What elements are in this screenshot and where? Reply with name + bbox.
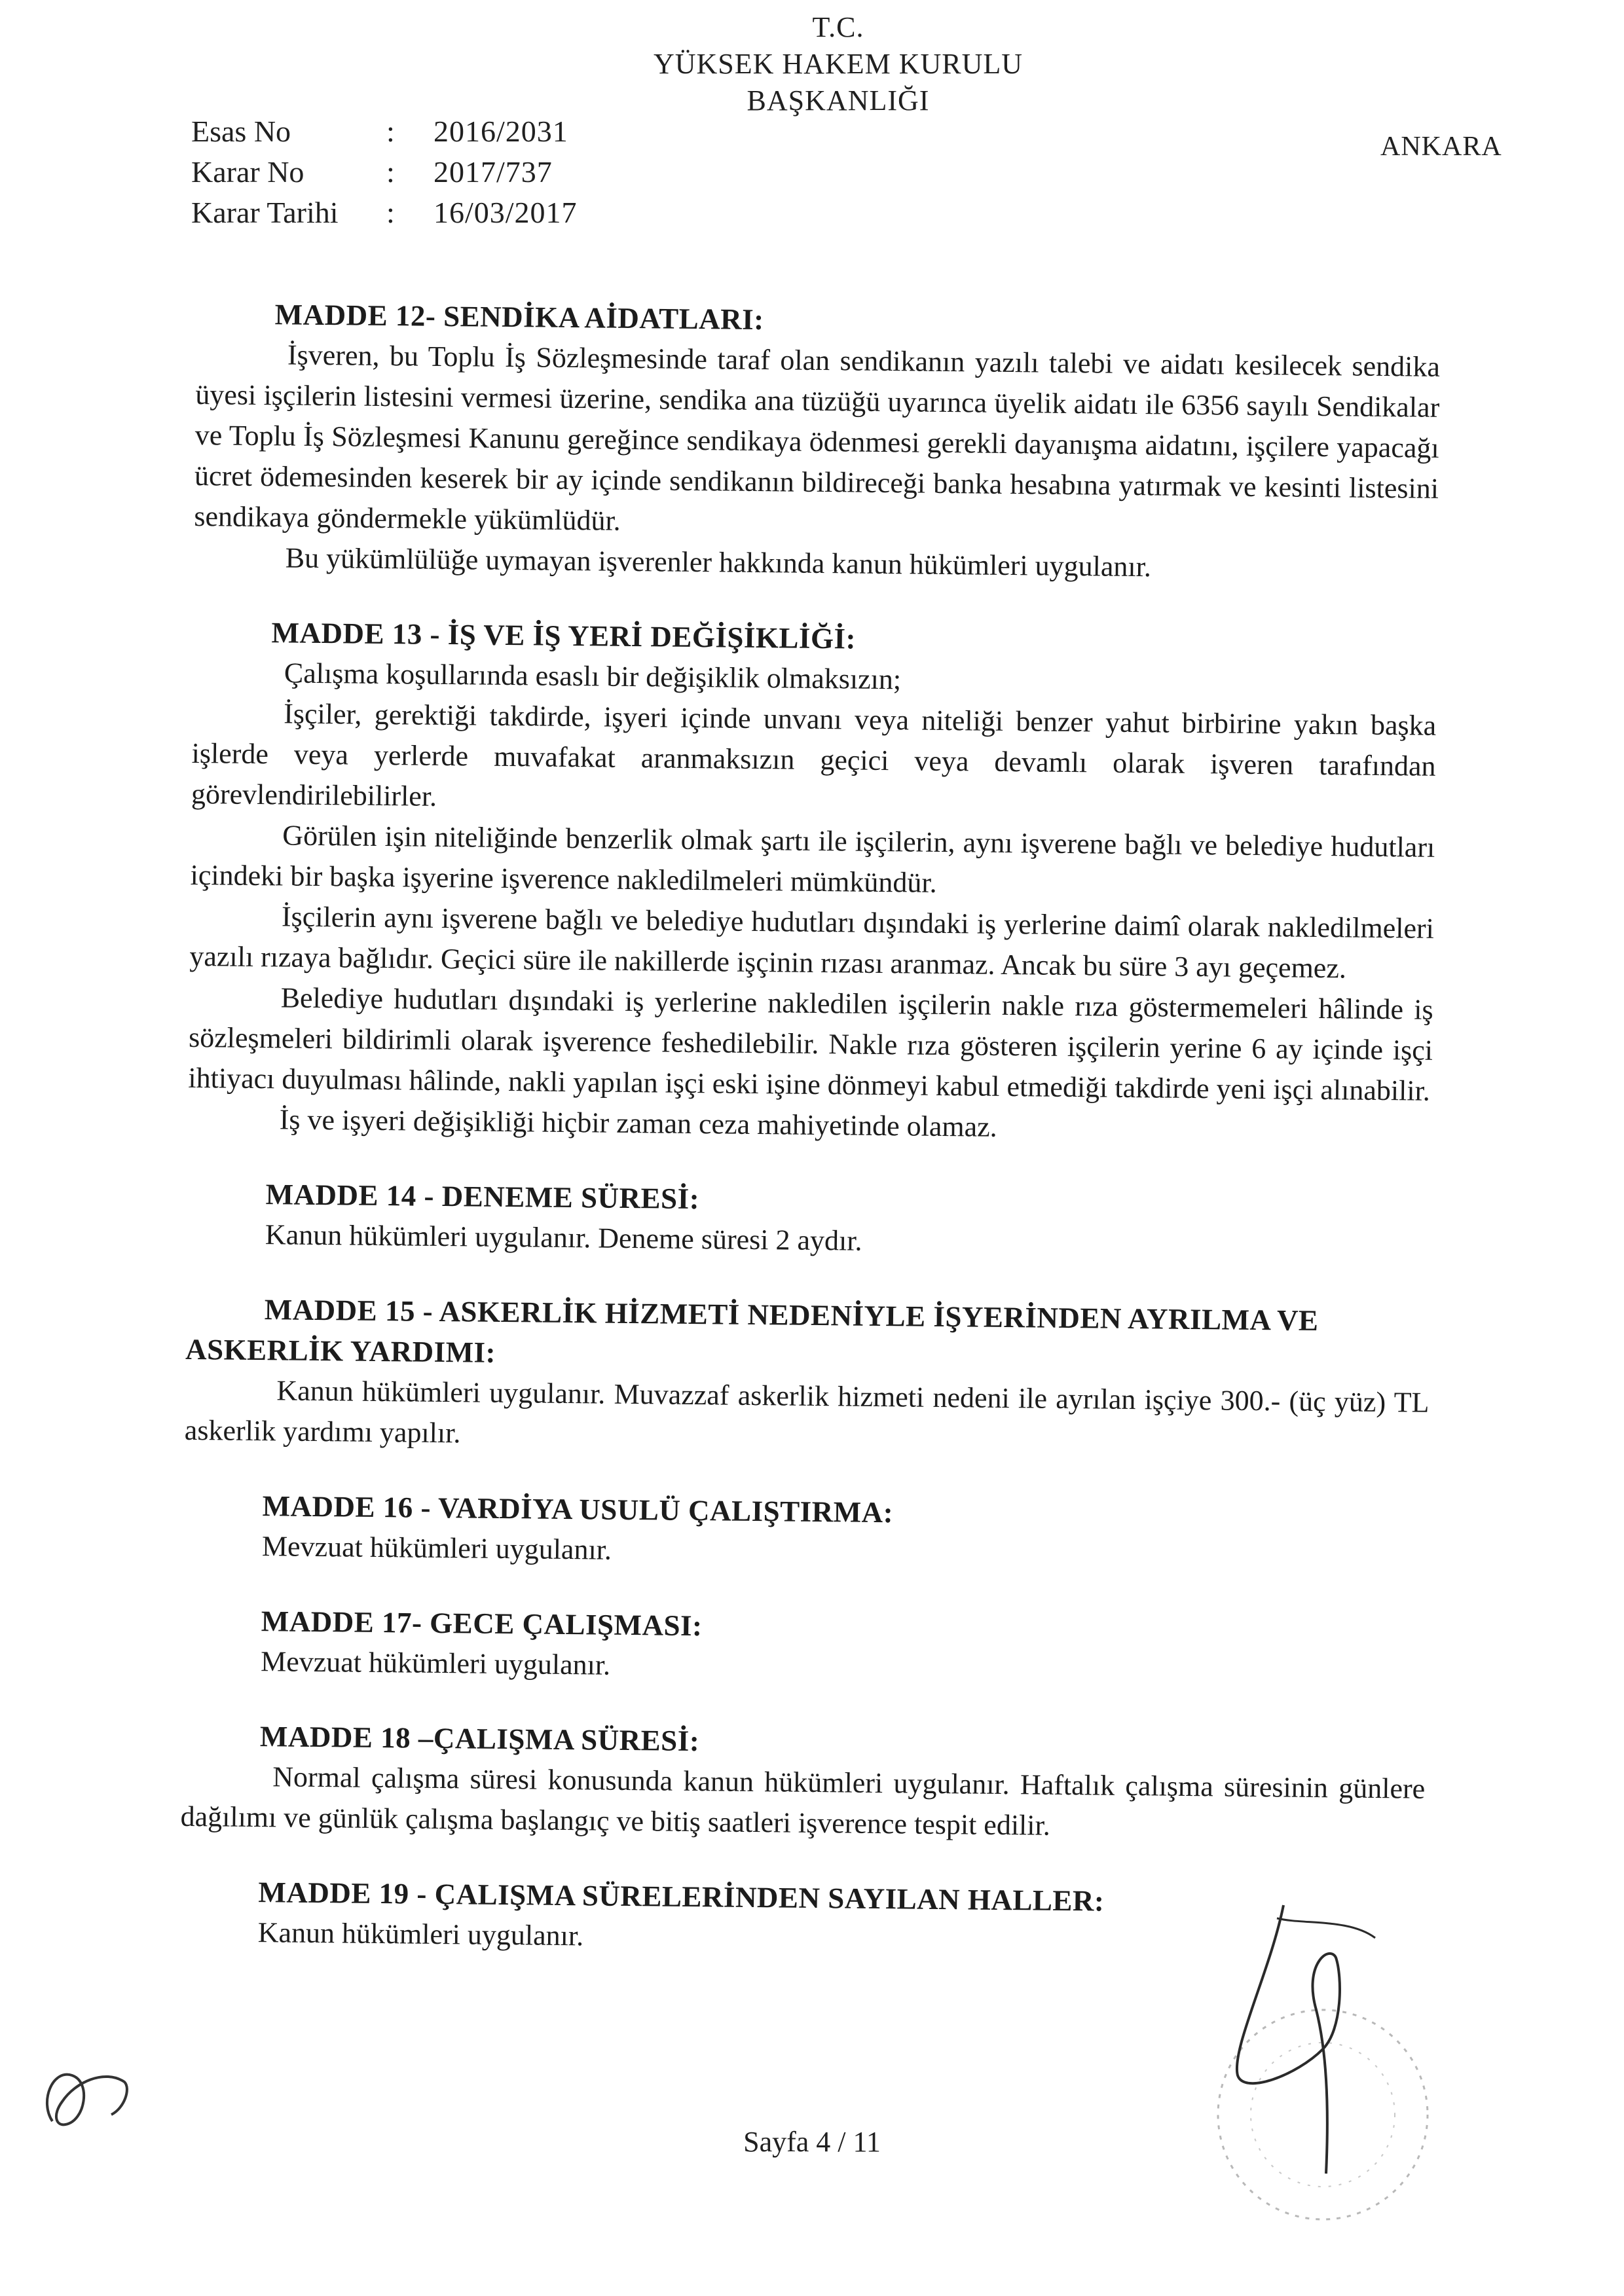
article-paragraph: Bu yükümlülüğe uymayan işverenler hakkında kanun hükümleri uygulanır. — [285, 541, 1152, 583]
document-body — [179, 293, 1441, 1999]
article-title: MADDE 17- GECE ÇALIŞMASI: — [261, 1605, 703, 1643]
article-17 — [182, 1600, 1427, 1694]
article-16 — [183, 1485, 1428, 1579]
institution-header — [576, 9, 1100, 119]
article-paragraph: Çalışma koşullarında esaslı bir değişiklik olmaksızın; — [284, 657, 902, 696]
article-12 — [193, 293, 1440, 591]
meta-label: Esas No — [191, 115, 291, 148]
article-paragraph: Kanun hükümleri uygulanır. — [257, 1916, 584, 1952]
article-title: MADDE 18 –ÇALIŞMA SÜRESİ: — [259, 1720, 700, 1758]
article-paragraph: Mevzuat hükümleri uygulanır. — [260, 1645, 611, 1681]
meta-row-esas — [191, 111, 578, 152]
article-title: MADDE 12- SENDİKA AİDATLARI: — [274, 298, 764, 337]
article-title: MADDE 19 - ÇALIŞMA SÜRELERİNDEN SAYILAN HALLER: — [258, 1876, 1105, 1918]
article-18 — [180, 1715, 1426, 1850]
article-paragraph: Mevzuat hükümleri uygulanır. — [261, 1530, 612, 1566]
article-paragraph: Belediye hudutları dışındaki iş yerlerine nakledilen işçilerin nakle rıza göstermemeleri hâlinde iş sözleşmeleri bildirimli olarak işverence feshedilebilir. Nakle rıza gösteren işçilerin yerine 6 ay içinde işçi ihtiyacı duyulması hâlinde, nakli yapılan işçi eski işine dönmeyi kabul etmediği takdirde yeni işçi alınabilir. — [188, 981, 1433, 1107]
article-title: MADDE 13 - İŞ VE İŞ YERİ DEĞİŞİKLİĞİ: — [271, 616, 857, 655]
meta-value: 2017/737 — [434, 155, 553, 189]
article-title: MADDE 14 - DENEME SÜRESİ: — [265, 1178, 700, 1216]
article-13 — [187, 611, 1437, 1152]
meta-label: Karar Tarihi — [191, 196, 339, 229]
article-15 — [184, 1288, 1430, 1464]
header-line-tc: T.C. — [812, 11, 864, 43]
city-label: ANKARA — [1380, 132, 1502, 162]
article-paragraph: İşçiler, gerektiği takdirde, işyeri içinde unvanı veya niteliği benzer yahut birbirine yakın başka işlerde veya yerlerde muvafakat aranmaksızın geçici veya devamlı olarak işveren tarafından görevlendirilebilirler. — [191, 697, 1437, 812]
meta-row-karar-tarihi — [191, 192, 578, 233]
article-paragraph: Görülen işin niteliğinde benzerlik olmak şartı ile işçilerin, aynı işverene bağlı ve belediye hudutları içindeki bir başka işyerine işverence nakledilmeleri mümkündür. — [190, 819, 1435, 899]
article-paragraph: İşçilerin aynı işverene bağlı ve belediye hudutları dışındaki iş yerlerine daimî olarak nakledilmeleri yazılı rızaya bağlıdır. Geçici süre ile nakillerde işçinin rızası aranmaz. Ancak bu süre 3 ayı geçemez. — [189, 900, 1435, 985]
case-metadata — [191, 111, 578, 233]
meta-colon: : — [386, 196, 395, 229]
header-line-institution: YÜKSEK HAKEM KURULU — [653, 48, 1024, 80]
article-14 — [187, 1173, 1431, 1267]
header-line-presidency: BAŞKANLIĞI — [747, 84, 930, 117]
article-title: MADDE 16 - VARDİYA USULÜ ÇALIŞTIRMA: — [262, 1489, 894, 1529]
article-title: MADDE 15 - ASKERLİK HİZMETİ NEDENİYLE İŞYERİNDEN AYRILMA VE ASKERLİK YARDIMI: — [185, 1293, 1319, 1369]
meta-colon: : — [386, 115, 395, 148]
meta-row-karar — [191, 152, 578, 192]
article-paragraph: Kanun hükümleri uygulanır. Muvazzaf askerlik hizmeti nedeni ile ayrılan işçiye 300.- (üç yüz) TL askerlik yardımı yapılır. — [184, 1374, 1430, 1449]
article-paragraph: İşveren, bu Toplu İş Sözleşmesinde taraf olan sendikanın yazılı talebi ve aidatı kesilecek sendika üyesi işçilerin listesini vermesi üzerine, sendika ana tüzüğü uyarınca üyelik aidatı ile 6356 sayılı Sendikalar ve Toplu İş Sözleşmesi Kanunu gereğince sendikaya ödenmesi gerekli dayanışma aidatını, işçilere yapacağı ücret ödemesinden keserek bir ay içinde sendikanın bildireceği banka hesabına yatırmak ve kesinti listesini sendikaya göndermekle yükümlüdür. — [194, 338, 1441, 537]
meta-label: Karar No — [191, 155, 304, 189]
article-paragraph: İş ve işyeri değişikliği hiçbir zaman ceza mahiyetinde olamaz. — [279, 1103, 997, 1143]
page-number: Sayfa 4 / 11 — [743, 2126, 881, 2158]
meta-value: 16/03/2017 — [434, 196, 578, 229]
article-paragraph: Normal çalışma süresi konusunda kanun hükümleri uygulanır. Haftalık çalışma süresinin günlere dağılımı ve günlük çalışma başlangıç ve bitiş saatleri işverence tespit edilir. — [180, 1760, 1426, 1842]
meta-value: 2016/2031 — [434, 115, 568, 148]
article-paragraph: Kanun hükümleri uygulanır. Deneme süresi 2 aydır. — [265, 1218, 862, 1257]
meta-colon: : — [386, 155, 395, 189]
